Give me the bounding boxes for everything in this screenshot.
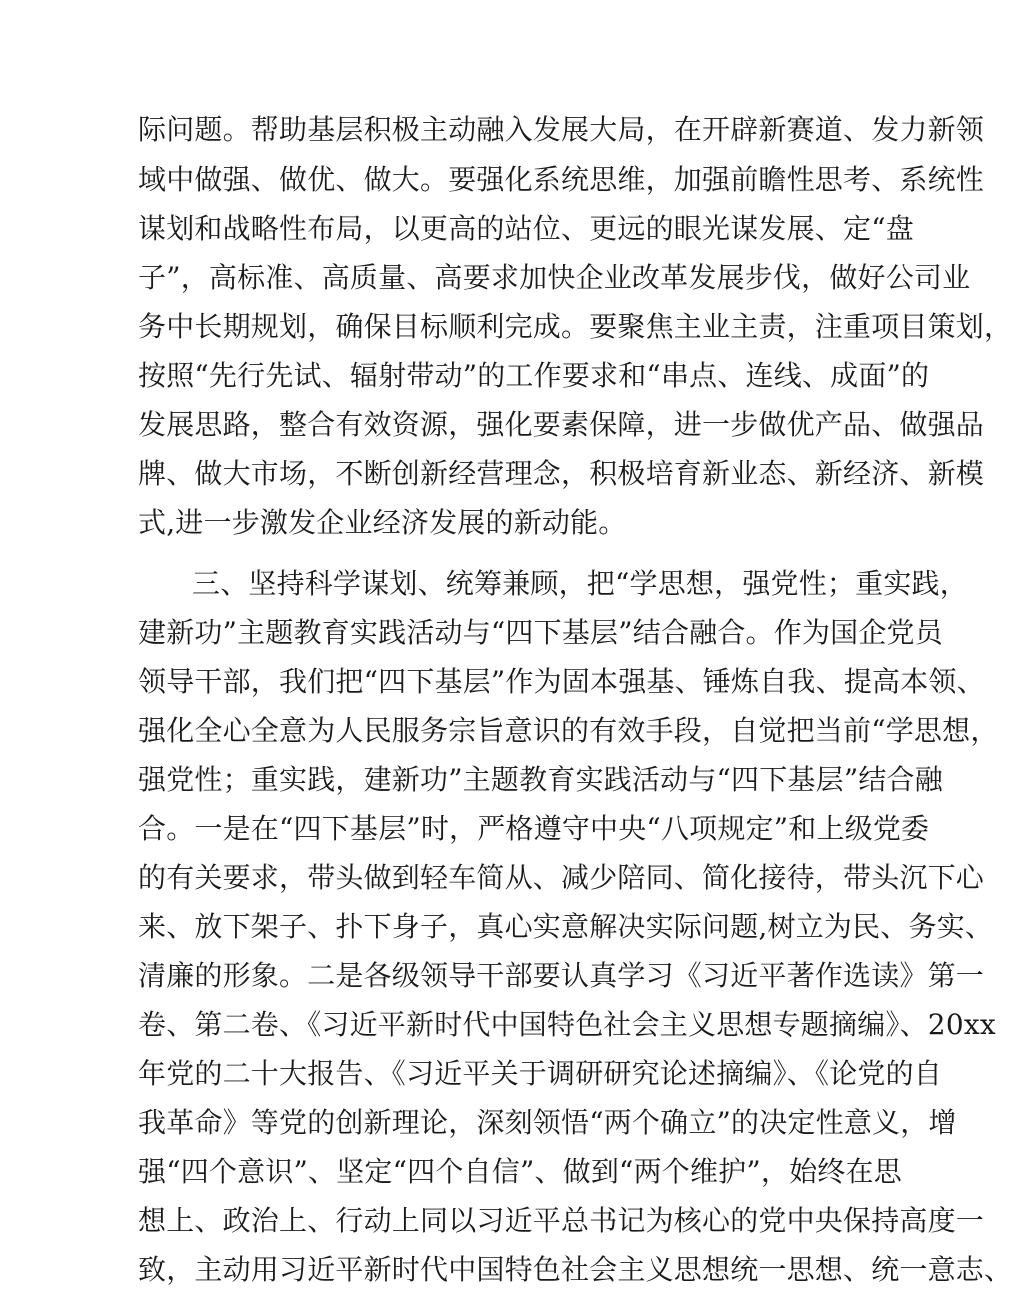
text-line: 建新功”主题教育实践活动与“四下基层”结合融合。作为国企党员	[138, 616, 943, 649]
text-line: 想上、政治上、行动上同以习近平总书记为核心的党中央保持高度一	[138, 1204, 985, 1237]
text-line: 际问题。帮助基层积极主动融入发展大局，在开辟新赛道、发力新领	[138, 113, 985, 146]
text-line: 谋划和战略性布局，以更高的站位、更远的眼光谋发展、定“盘	[138, 212, 914, 245]
text-line: 按照“先行先试、辐射带动”的工作要求和“串点、连线、成面”的	[138, 359, 930, 392]
text-line: 合。一是在“四下基层”时，严格遵守中央“八项规定”和上级党委	[138, 812, 930, 845]
text-line: 强党性；重实践，建新功”主题教育实践活动与“四下基层”结合融	[138, 763, 943, 796]
section-heading-line: 三、坚持科学谋划、统筹兼顾，把“学思想，强党性；重实践，	[192, 567, 968, 600]
text-line: 来、放下架子、扑下身子，真心实意解决实际问题,树立为民、务实、	[138, 910, 994, 943]
text-line: 卷、第二卷、《习近平新时代中国特色社会主义思想专题摘编》、20xx	[138, 1008, 996, 1041]
text-line: 的有关要求，带头做到轻车简从、减少陪同、简化接待，带头沉下心	[138, 861, 985, 894]
text-line: 年党的二十大报告、《习近平关于调研研究论述摘编》、《论党的自	[138, 1057, 943, 1090]
text-line: 务中长期规划，确保目标顺利完成。要聚焦主业主责，注重项目策划，	[138, 310, 1012, 343]
text-line: 子”，高标准、高质量、高要求加快企业改革发展步伐，做好公司业	[138, 261, 971, 294]
text-line: 清廉的形象。二是各级领导干部要认真学习《习近平著作选读》第一	[138, 959, 985, 992]
text-line: 领导干部，我们把“四下基层”作为固本强基、锤炼自我、提高本领、	[138, 665, 985, 698]
text-line: 发展思路，整合有效资源，强化要素保障，进一步做优产品、做强品	[138, 408, 985, 441]
text-line: 致，主动用习近平新时代中国特色社会主义思想统一思想、统一意志、	[138, 1253, 1012, 1286]
text-line: 牌、做大市场，不断创新经营理念，积极培育新业态、新经济、新模	[138, 457, 985, 490]
text-line: 强化全心全意为人民服务宗旨意识的有效手段，自觉把当前“学思想，	[138, 714, 999, 747]
text-line: 域中做强、做优、做大。要强化系统思维，加强前瞻性思考、系统性	[138, 163, 985, 196]
text-line: 式,进一步激发企业经济发展的新动能。	[138, 506, 627, 539]
text-line: 强“四个意识”、坚定“四个自信”、做到“两个维护”，始终在思	[138, 1155, 902, 1188]
text-line: 我革命》等党的创新理论，深刻领悟“两个确立”的决定性意义，增	[138, 1106, 957, 1139]
